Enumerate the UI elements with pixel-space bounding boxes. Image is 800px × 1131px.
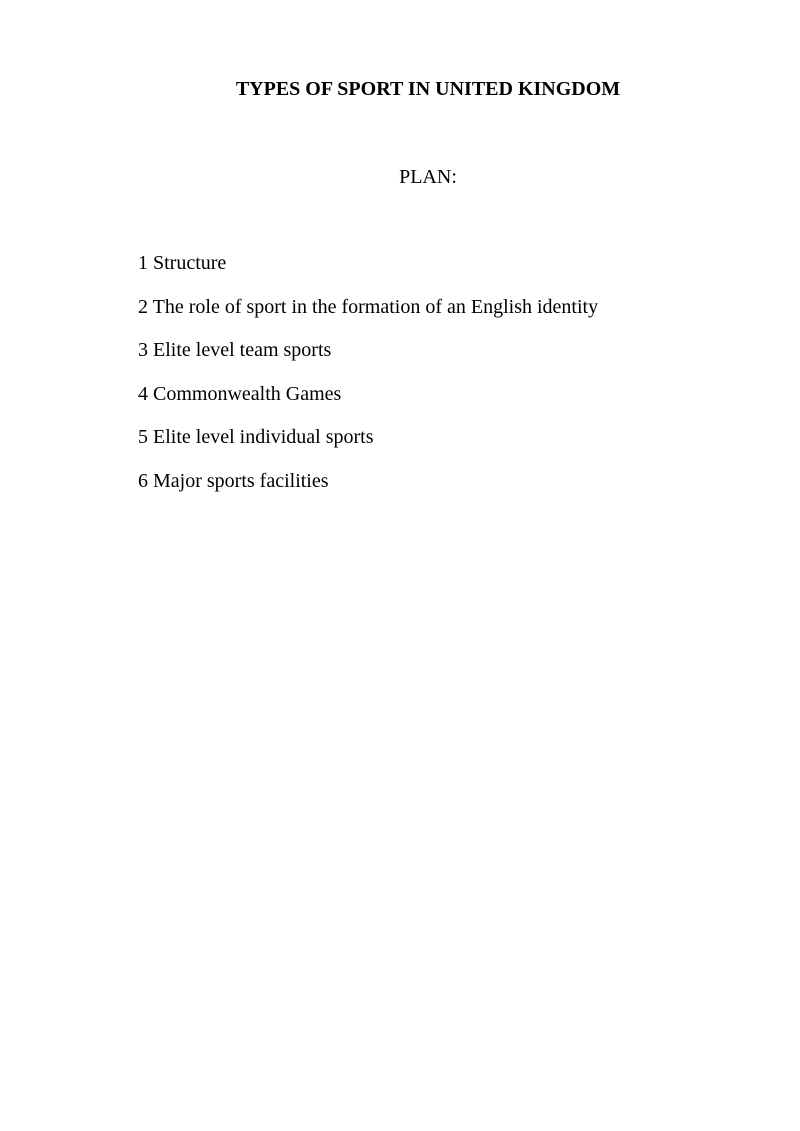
plan-item-sports-facilities: 6 Major sports facilities <box>138 469 329 492</box>
plan-item-individual-sports: 5 Elite level individual sports <box>138 426 374 449</box>
plan-item-structure: 1 Structure <box>138 252 227 274</box>
document-title: TYPES OF SPORT IN UNITED KINGDOM <box>235 78 621 100</box>
plan-item-commonwealth-games: 4 Commonwealth Games <box>138 382 342 405</box>
plan-heading: PLAN: <box>399 166 457 188</box>
plan-item-english-identity: 2 The role of sport in the formation of an English identity <box>138 295 599 318</box>
plan-list <box>138 250 598 512</box>
plan-item-team-sports: 3 Elite level team sports <box>138 339 332 362</box>
